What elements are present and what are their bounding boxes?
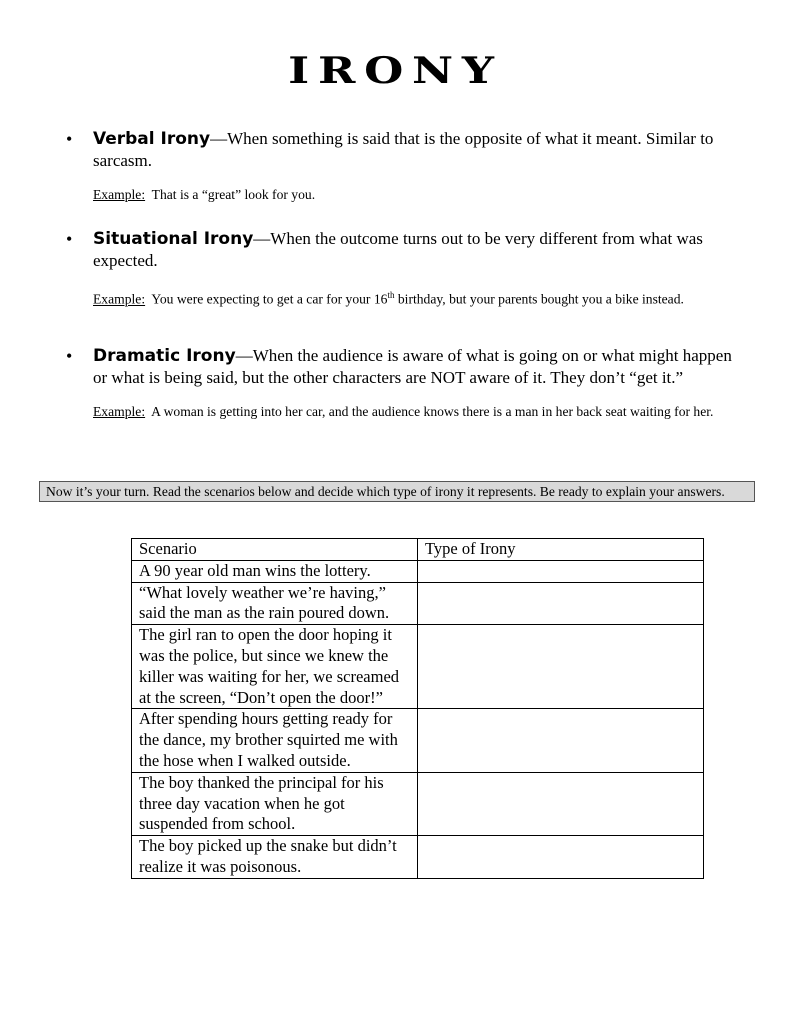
example-text: A woman is getting into her car, and the audience knows there is a man in her back seat waiting for her. — [151, 404, 714, 419]
example-text-cont: birthday, but your parents bought you a bike instead. — [394, 291, 684, 307]
scenario-cell: The girl ran to open the door hoping it was the police, but since we knew the killer was waiting for her, we screamed at the screen, “Don’t open the door!” — [132, 625, 418, 709]
scenario-cell: The boy thanked the principal for his three day vacation when he got suspended from school. — [132, 772, 418, 835]
example-text: You were expecting to get a car for your 16 — [151, 291, 388, 307]
answer-cell[interactable] — [418, 625, 704, 709]
answer-cell[interactable] — [418, 709, 704, 772]
example-label: Example: — [93, 291, 146, 307]
page-title: IRONY — [288, 50, 503, 92]
answer-cell[interactable] — [418, 836, 704, 879]
scenario-cell: A 90 year old man wins the lottery. — [132, 560, 418, 582]
example-label: Example: — [93, 404, 146, 419]
table-row — [132, 582, 704, 625]
bullet-icon: • — [66, 346, 73, 366]
term-label: Situational Irony — [93, 229, 254, 249]
term-label: Dramatic Irony — [93, 346, 236, 366]
superscript: th — [387, 290, 395, 300]
term-label: Verbal Irony — [93, 129, 211, 149]
table-row — [132, 709, 704, 772]
dash: — — [210, 129, 228, 148]
bullet-icon: • — [66, 129, 73, 149]
table-row — [132, 836, 704, 879]
scenario-table — [131, 538, 704, 879]
example — [93, 286, 746, 309]
definition-text: When the audience is aware of what is going on or what might happen or what is being said, but the other characters are NOT aware of it. They don’t “get it.” — [93, 346, 732, 387]
dash: — — [235, 346, 253, 365]
dash: — — [253, 229, 271, 248]
instructions-box: Now it’s your turn. Read the scenarios below and decide which type of irony it represents. Be ready to explain your answers. — [39, 481, 755, 502]
definition-dramatic-irony — [66, 345, 746, 421]
table-header-row — [132, 539, 704, 561]
bullet-icon: • — [66, 229, 73, 249]
example-label: Example: — [93, 187, 146, 202]
example — [93, 186, 746, 204]
table-row — [132, 772, 704, 835]
answer-cell[interactable] — [418, 582, 704, 625]
definition-verbal-irony — [66, 128, 746, 204]
column-header-type: Type of Irony — [418, 539, 704, 561]
table-row — [132, 625, 704, 709]
scenario-cell: After spending hours getting ready for the dance, my brother squirted me with the hose when I walked outside. — [132, 709, 418, 772]
answer-cell[interactable] — [418, 560, 704, 582]
definition-text: When the outcome turns out to be very different from what was expected. — [93, 229, 703, 270]
scenario-cell: The boy picked up the snake but didn’t realize it was poisonous. — [132, 836, 418, 879]
example-text: That is a “great” look for you. — [151, 187, 316, 202]
definition-text: When something is said that is the opposite of what it meant. Similar to sarcasm. — [93, 129, 714, 170]
example — [93, 403, 746, 421]
scenario-cell: “What lovely weather we’re having,” said the man as the rain poured down. — [132, 582, 418, 625]
answer-cell[interactable] — [418, 772, 704, 835]
table-row — [132, 560, 704, 582]
column-header-scenario: Scenario — [132, 539, 418, 561]
definition-situational-irony — [66, 228, 746, 309]
